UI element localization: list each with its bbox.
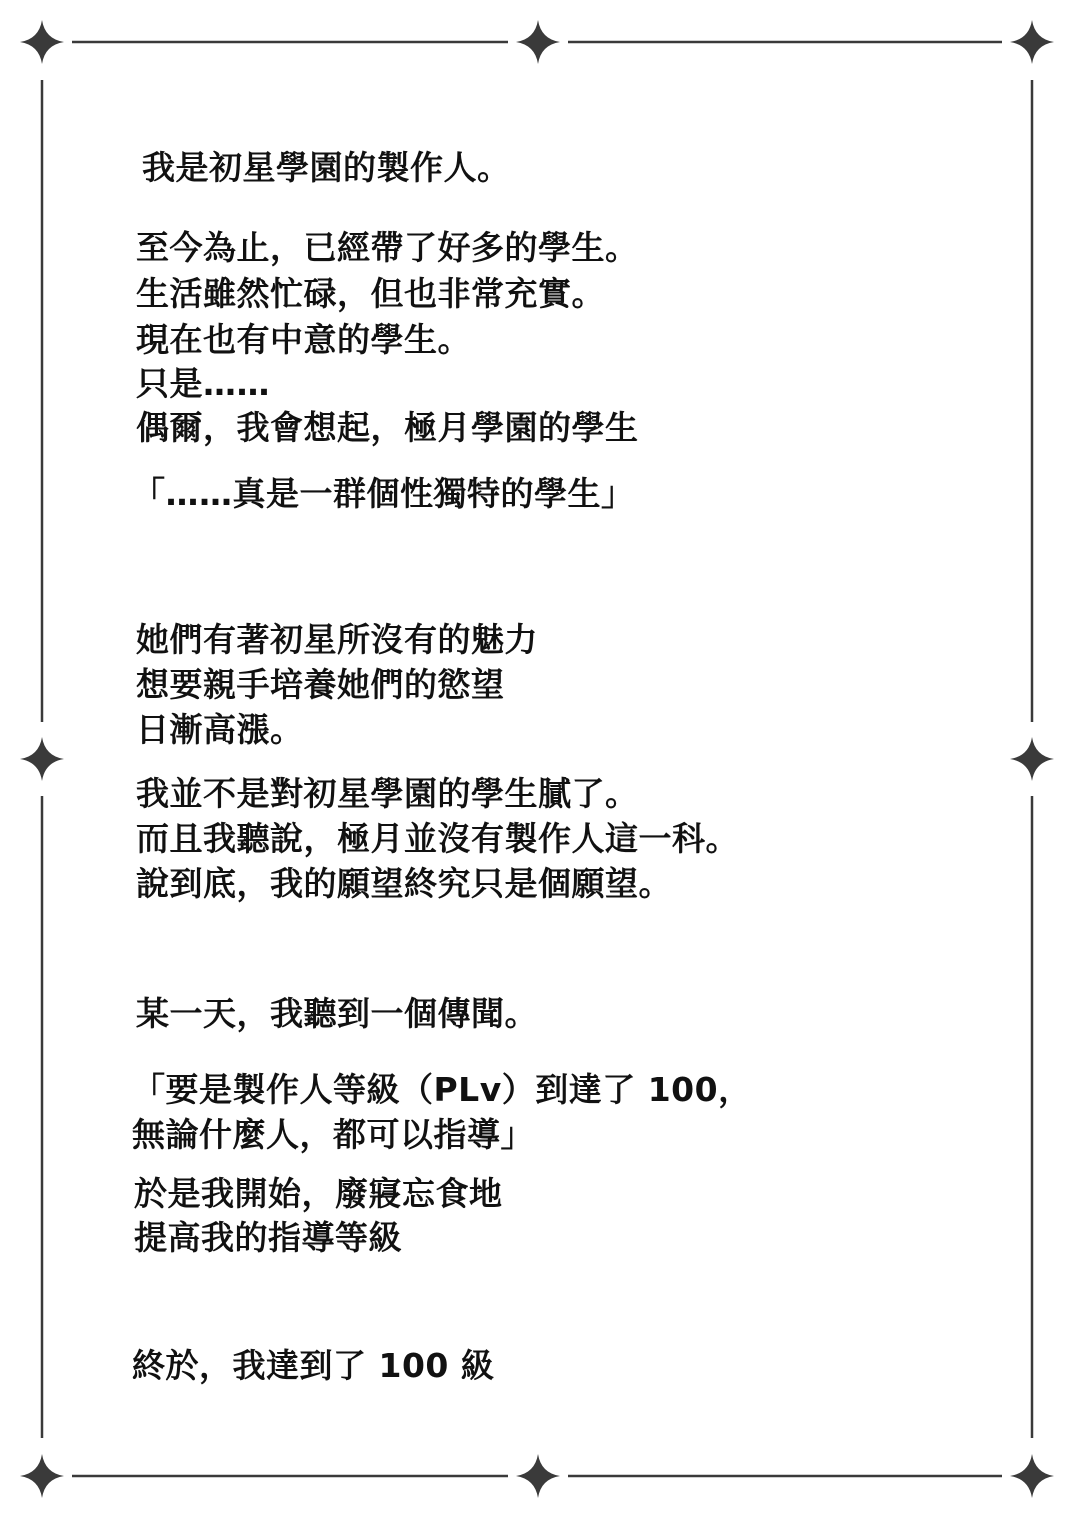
story-line: 只是……	[136, 364, 270, 403]
four-point-star-icon	[1010, 1454, 1054, 1498]
story-line: 「……真是一群個性獨特的學生」	[132, 474, 635, 513]
story-line: 生活雖然忙碌，但也非常充實。	[136, 274, 605, 313]
four-point-star-icon	[516, 20, 560, 64]
story-line: 而且我聽說，極月並沒有製作人這一科。	[136, 819, 739, 858]
story-line: 我並不是對初星學園的學生膩了。	[136, 774, 639, 813]
story-line: 於是我開始，廢寢忘食地	[134, 1174, 503, 1213]
story-line: 日漸高漲。	[136, 710, 304, 749]
story-line: 終於，我達到了 100 級	[132, 1346, 495, 1385]
four-point-star-icon	[20, 737, 64, 781]
four-point-star-icon	[20, 1454, 64, 1498]
four-point-star-icon	[516, 1454, 560, 1498]
four-point-star-icon	[1010, 737, 1054, 781]
four-point-star-icon	[20, 20, 64, 64]
story-line: 她們有著初星所沒有的魅力	[136, 620, 538, 659]
four-point-star-icon	[1010, 20, 1054, 64]
story-line: 想要親手培養她們的慾望	[136, 665, 505, 704]
story-line: 現在也有中意的學生。	[136, 320, 471, 359]
story-line: 偶爾，我會想起，極月學園的學生	[136, 408, 639, 447]
story-line: 至今為止，已經帶了好多的學生。	[136, 228, 639, 267]
story-line: 說到底，我的願望終究只是個願望。	[136, 864, 672, 903]
story-line: 我是初星學園的製作人。	[142, 148, 511, 187]
story-line: 「要是製作人等級（PLv）到達了 100，	[132, 1070, 752, 1109]
story-line: 無論什麼人，都可以指導」	[132, 1115, 534, 1154]
story-line: 某一天，我聽到一個傳聞。	[136, 994, 538, 1033]
story-line: 提高我的指導等級	[134, 1218, 402, 1257]
